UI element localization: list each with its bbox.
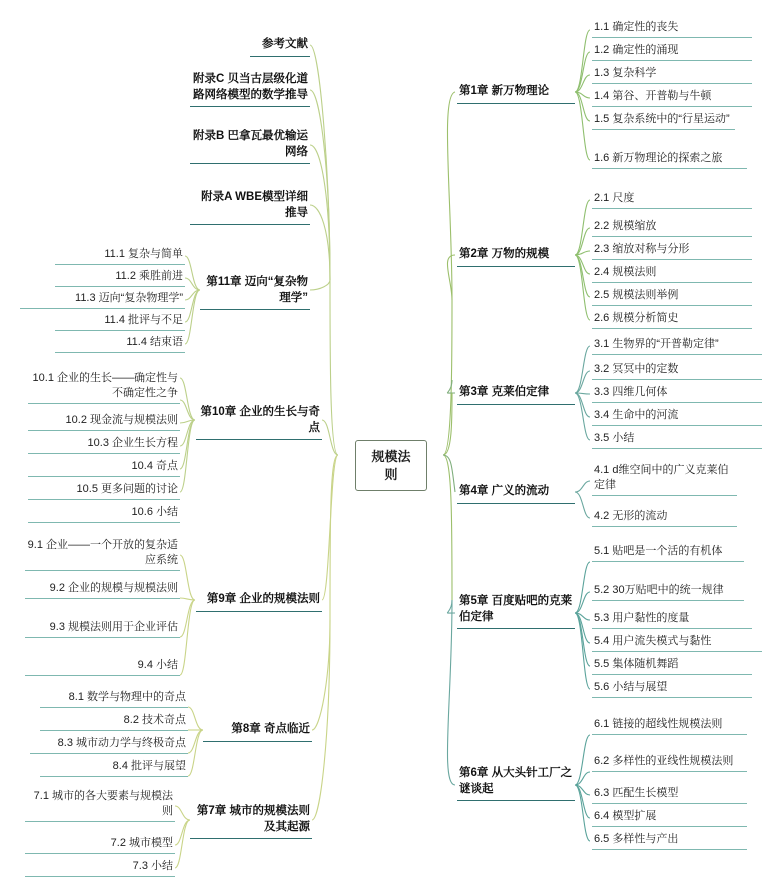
leaf-10-1[interactable]: 10.1 企业的生长——确定性与不确定性之争	[28, 370, 180, 404]
branch-chapter-1[interactable]	[457, 82, 575, 104]
branch-appendix-c[interactable]: 附录C 贝当古层级化道路网络模型的数学推导	[190, 70, 310, 107]
leaf-10-4[interactable]: 10.4 奇点	[28, 458, 180, 477]
leaf-9-1[interactable]: 9.1 企业——一个开放的复杂适应系统	[25, 537, 180, 571]
branch-chapter-2[interactable]	[457, 245, 575, 267]
branch-appendix-b[interactable]: 附录B 巴拿瓦最优输运网络	[190, 127, 310, 164]
leaf-9-2[interactable]: 9.2 企业的规模与规模法则	[25, 580, 180, 599]
branch-label: 第2章 万物的规模	[459, 248, 550, 260]
leaf-6-3[interactable]: 6.3 匹配生长模型	[592, 785, 747, 804]
branch-chapter-3[interactable]	[457, 383, 575, 405]
branch-label: 第5章 百度贴吧的克莱伯定律	[459, 595, 573, 623]
leaf-7-1[interactable]: 7.1 城市的各大要素与规模法则	[25, 788, 175, 822]
leaf-11-3[interactable]: 11.3 迈向“复杂物理学”	[20, 290, 185, 309]
leaf-5-2[interactable]: 5.2 30万贴吧中的统一规律	[592, 582, 744, 601]
branch-references[interactable]: 参考文献	[250, 35, 310, 57]
leaf-6-5[interactable]: 6.5 多样性与产出	[592, 831, 747, 850]
leaf-5-5[interactable]: 5.5 集体随机舞蹈	[592, 656, 752, 675]
leaf-5-6[interactable]: 5.6 小结与展望	[592, 679, 752, 698]
leaf-8-4[interactable]: 8.4 批评与展望	[40, 758, 188, 777]
branch-chapter-11[interactable]: 第11章 迈向“复杂物理学”	[200, 273, 310, 310]
leaf-11-5[interactable]: 11.4 结束语	[55, 334, 185, 353]
leaf-3-4[interactable]: 3.4 生命中的河流	[592, 407, 762, 426]
leaf-1-4[interactable]: 1.4 第谷、开普勒与牛顿	[592, 88, 752, 107]
leaf-9-3[interactable]: 9.3 规模法则用于企业评估	[25, 619, 180, 638]
branch-label: 第1章 新万物理论	[459, 85, 550, 97]
branch-chapter-5[interactable]	[457, 592, 575, 629]
leaf-10-3[interactable]: 10.3 企业生长方程	[28, 435, 180, 454]
branch-appendix-a[interactable]: 附录A WBE模型详细推导	[190, 188, 310, 225]
leaf-2-4[interactable]: 2.4 规模法则	[592, 264, 752, 283]
leaf-1-2[interactable]: 1.2 确定性的涌现	[592, 42, 752, 61]
branch-chapter-8[interactable]: 第8章 奇点临近	[203, 720, 312, 742]
leaf-1-1[interactable]: 1.1 确定性的丧失	[592, 19, 752, 38]
leaf-6-1[interactable]: 6.1 链接的超线性规模法则	[592, 716, 747, 735]
leaf-11-4[interactable]: 11.4 批评与不足	[55, 312, 185, 331]
leaf-2-5[interactable]: 2.5 规模法则举例	[592, 287, 752, 306]
leaf-2-1[interactable]: 2.1 尺度	[592, 190, 752, 209]
leaf-8-3[interactable]: 8.3 城市动力学与终极奇点	[30, 735, 188, 754]
leaf-6-2[interactable]: 6.2 多样性的亚线性规模法则	[592, 753, 747, 772]
branch-chapter-7[interactable]: 第7章 城市的规模法则及其起源	[190, 802, 312, 839]
leaf-8-2[interactable]: 8.2 技术奇点	[40, 712, 188, 731]
leaf-3-5[interactable]: 3.5 小结	[592, 430, 762, 449]
leaf-10-6[interactable]: 10.6 小结	[28, 504, 180, 523]
mindmap-root-node[interactable]	[355, 440, 427, 491]
leaf-9-4[interactable]: 9.4 小结	[25, 657, 180, 676]
branch-chapter-10[interactable]: 第10章 企业的生长与奇点	[196, 403, 322, 440]
leaf-1-6[interactable]: 1.6 新万物理论的探索之旅	[592, 150, 747, 169]
leaf-10-2[interactable]: 10.2 现金流与规模法则	[28, 412, 180, 431]
leaf-7-2[interactable]: 7.2 城市模型	[25, 835, 175, 854]
leaf-7-3[interactable]: 7.3 小结	[25, 858, 175, 877]
leaf-2-6[interactable]: 2.6 规模分析简史	[592, 310, 752, 329]
leaf-8-1[interactable]: 8.1 数学与物理中的奇点	[40, 689, 188, 708]
leaf-11-1[interactable]: 11.1 复杂与简单	[55, 246, 185, 265]
leaf-1-3[interactable]: 1.3 复杂科学	[592, 65, 752, 84]
leaf-4-1[interactable]: 4.1 d维空间中的广义克莱伯定律	[592, 462, 737, 496]
branch-chapter-4[interactable]	[457, 482, 575, 504]
branch-label: 第3章 克莱伯定律	[459, 386, 550, 398]
leaf-11-2[interactable]: 11.2 乘胜前进	[55, 268, 185, 287]
leaf-4-2[interactable]: 4.2 无形的流动	[592, 508, 737, 527]
branch-chapter-6[interactable]	[457, 764, 575, 801]
leaf-3-1[interactable]: 3.1 生物界的“开普勒定律”	[592, 336, 762, 355]
leaf-3-2[interactable]: 3.2 冥冥中的定数	[592, 361, 762, 380]
leaf-5-4[interactable]: 5.4 用户流失模式与黏性	[592, 633, 762, 652]
branch-label: 第4章 广义的流动	[459, 485, 550, 497]
leaf-5-1[interactable]: 5.1 贴吧是一个活的有机体	[592, 543, 744, 562]
leaf-2-2[interactable]: 2.2 规模缩放	[592, 218, 752, 237]
branch-label: 第6章 从大头针工厂之谜谈起	[459, 767, 573, 795]
leaf-3-3[interactable]: 3.3 四维几何体	[592, 384, 762, 403]
leaf-10-5[interactable]: 10.5 更多问题的讨论	[28, 481, 180, 500]
leaf-2-3[interactable]: 2.3 缩放对称与分形	[592, 241, 752, 260]
leaf-5-3[interactable]: 5.3 用户黏性的度量	[592, 610, 752, 629]
branch-chapter-9[interactable]: 第9章 企业的规模法则	[196, 590, 322, 612]
leaf-6-4[interactable]: 6.4 模型扩展	[592, 808, 747, 827]
root-label: 规模法则	[371, 449, 411, 482]
leaf-1-5[interactable]: 1.5 复杂系统中的“行星运动”	[592, 111, 735, 130]
